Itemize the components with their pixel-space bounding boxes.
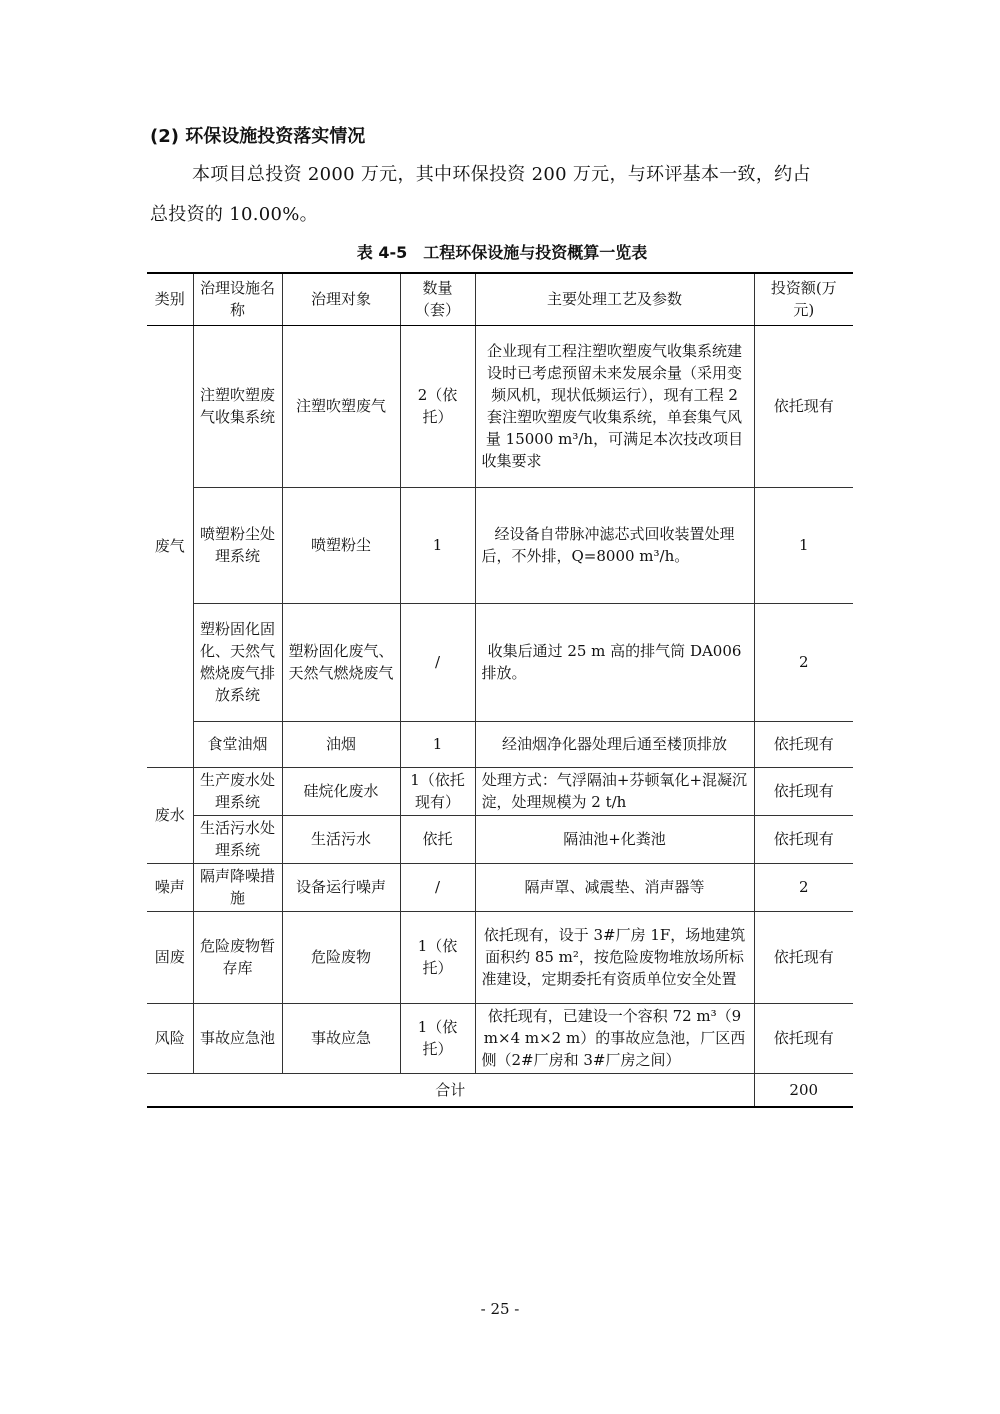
quantity-cell: 1 [400,487,475,603]
table-header-row [147,273,853,325]
category-cell: 废气 [147,325,193,767]
quantity-cell: 依托 [400,815,475,863]
facility-cell: 喷塑粉尘处理系统 [193,487,282,603]
amount-cell: 2 [754,863,853,911]
target-cell: 设备运行噪声 [282,863,400,911]
facility-cell: 塑粉固化固化、天然气燃烧废气排放系统 [193,603,282,721]
quantity-cell: 1（依托） [400,1003,475,1073]
quantity-cell: / [400,863,475,911]
process-cell: 依托现有，设于 3#厂房 1F，场地建筑面积约 85 m²，按危险废物堆放场所标准建设，定期委托有资质单位安全处置 [475,911,754,1003]
table-row [147,603,853,721]
target-cell: 事故应急 [282,1003,400,1073]
category-cell: 风险 [147,1003,193,1073]
process-cell: 经油烟净化器处理后通至楼顶排放 [475,721,754,767]
amount-cell: 依托现有 [754,911,853,1003]
total-label: 合计 [147,1073,754,1107]
process-cell: 处理方式：气浮隔油+芬顿氧化+混凝沉淀，处理规模为 2 t/h [475,767,754,815]
facility-cell: 危险废物暂存库 [193,911,282,1003]
target-cell: 注塑吹塑废气 [282,325,400,487]
facility-cell: 事故应急池 [193,1003,282,1073]
target-cell: 生活污水 [282,815,400,863]
page-number: - 25 - [480,1300,520,1318]
facility-cell: 生产废水处理系统 [193,767,282,815]
paragraph-line-1: 本项目总投资 2000 万元，其中环保投资 200 万元，与环评基本一致，约占 [192,164,811,185]
category-cell: 固废 [147,911,193,1003]
table-row [147,487,853,603]
header-amount: 投资额(万元) [754,273,853,325]
process-cell: 经设备自带脉冲滤芯式回收装置处理后，不外排，Q=8000 m³/h。 [475,487,754,603]
table-row [147,325,853,487]
table-caption: 表 4-5 工程环保设施与投资概算一览表 [356,243,648,262]
total-value: 200 [754,1073,853,1107]
table-row [147,767,853,815]
paragraph-line-2: 总投资的 10.00%。 [150,204,318,225]
target-cell: 塑粉固化废气、天然气燃烧废气 [282,603,400,721]
table-total-row [147,1073,853,1107]
process-cell: 依托现有，已建设一个容积 72 m³（9 m×4 m×2 m）的事故应急池，厂区西侧（2#厂房和 3#厂房之间） [475,1003,754,1073]
quantity-cell: / [400,603,475,721]
quantity-cell: 1（依托） [400,911,475,1003]
category-cell: 噪声 [147,863,193,911]
facility-cell: 隔声降噪措施 [193,863,282,911]
amount-cell: 1 [754,487,853,603]
process-cell: 企业现有工程注塑吹塑废气收集系统建设时已考虑预留未来发展余量（采用变频风机，现状低频运行），现有工程 2 套注塑吹塑废气收集系统，单套集气风量 15000 m³/h，可满足本次技改项目收集要求 [475,325,754,487]
quantity-cell: 1 [400,721,475,767]
process-cell: 收集后通过 25 m 高的排气筒 DA006 排放。 [475,603,754,721]
header-facility: 治理设施名称 [193,273,282,325]
amount-cell: 依托现有 [754,1003,853,1073]
table-row [147,721,853,767]
amount-cell: 依托现有 [754,767,853,815]
header-target: 治理对象 [282,273,400,325]
target-cell: 喷塑粉尘 [282,487,400,603]
amount-cell: 依托现有 [754,815,853,863]
quantity-cell: 2（依托） [400,325,475,487]
amount-cell: 2 [754,603,853,721]
facility-cell: 食堂油烟 [193,721,282,767]
quantity-cell: 1（依托现有） [400,767,475,815]
table-row [147,911,853,1003]
facility-cell: 注塑吹塑废气收集系统 [193,325,282,487]
target-cell: 危险废物 [282,911,400,1003]
target-cell: 硅烷化废水 [282,767,400,815]
category-cell: 废水 [147,767,193,863]
investment-table [147,272,853,1108]
process-cell: 隔声罩、减震垫、消声器等 [475,863,754,911]
table-row [147,1003,853,1073]
table-row [147,863,853,911]
target-cell: 油烟 [282,721,400,767]
header-category: 类别 [147,273,193,325]
amount-cell: 依托现有 [754,325,853,487]
section-heading: (2) 环保设施投资落实情况 [150,126,366,147]
header-quantity: 数量（套） [400,273,475,325]
amount-cell: 依托现有 [754,721,853,767]
header-process: 主要处理工艺及参数 [475,273,754,325]
facility-cell: 生活污水处理系统 [193,815,282,863]
table-row [147,815,853,863]
process-cell: 隔油池+化粪池 [475,815,754,863]
